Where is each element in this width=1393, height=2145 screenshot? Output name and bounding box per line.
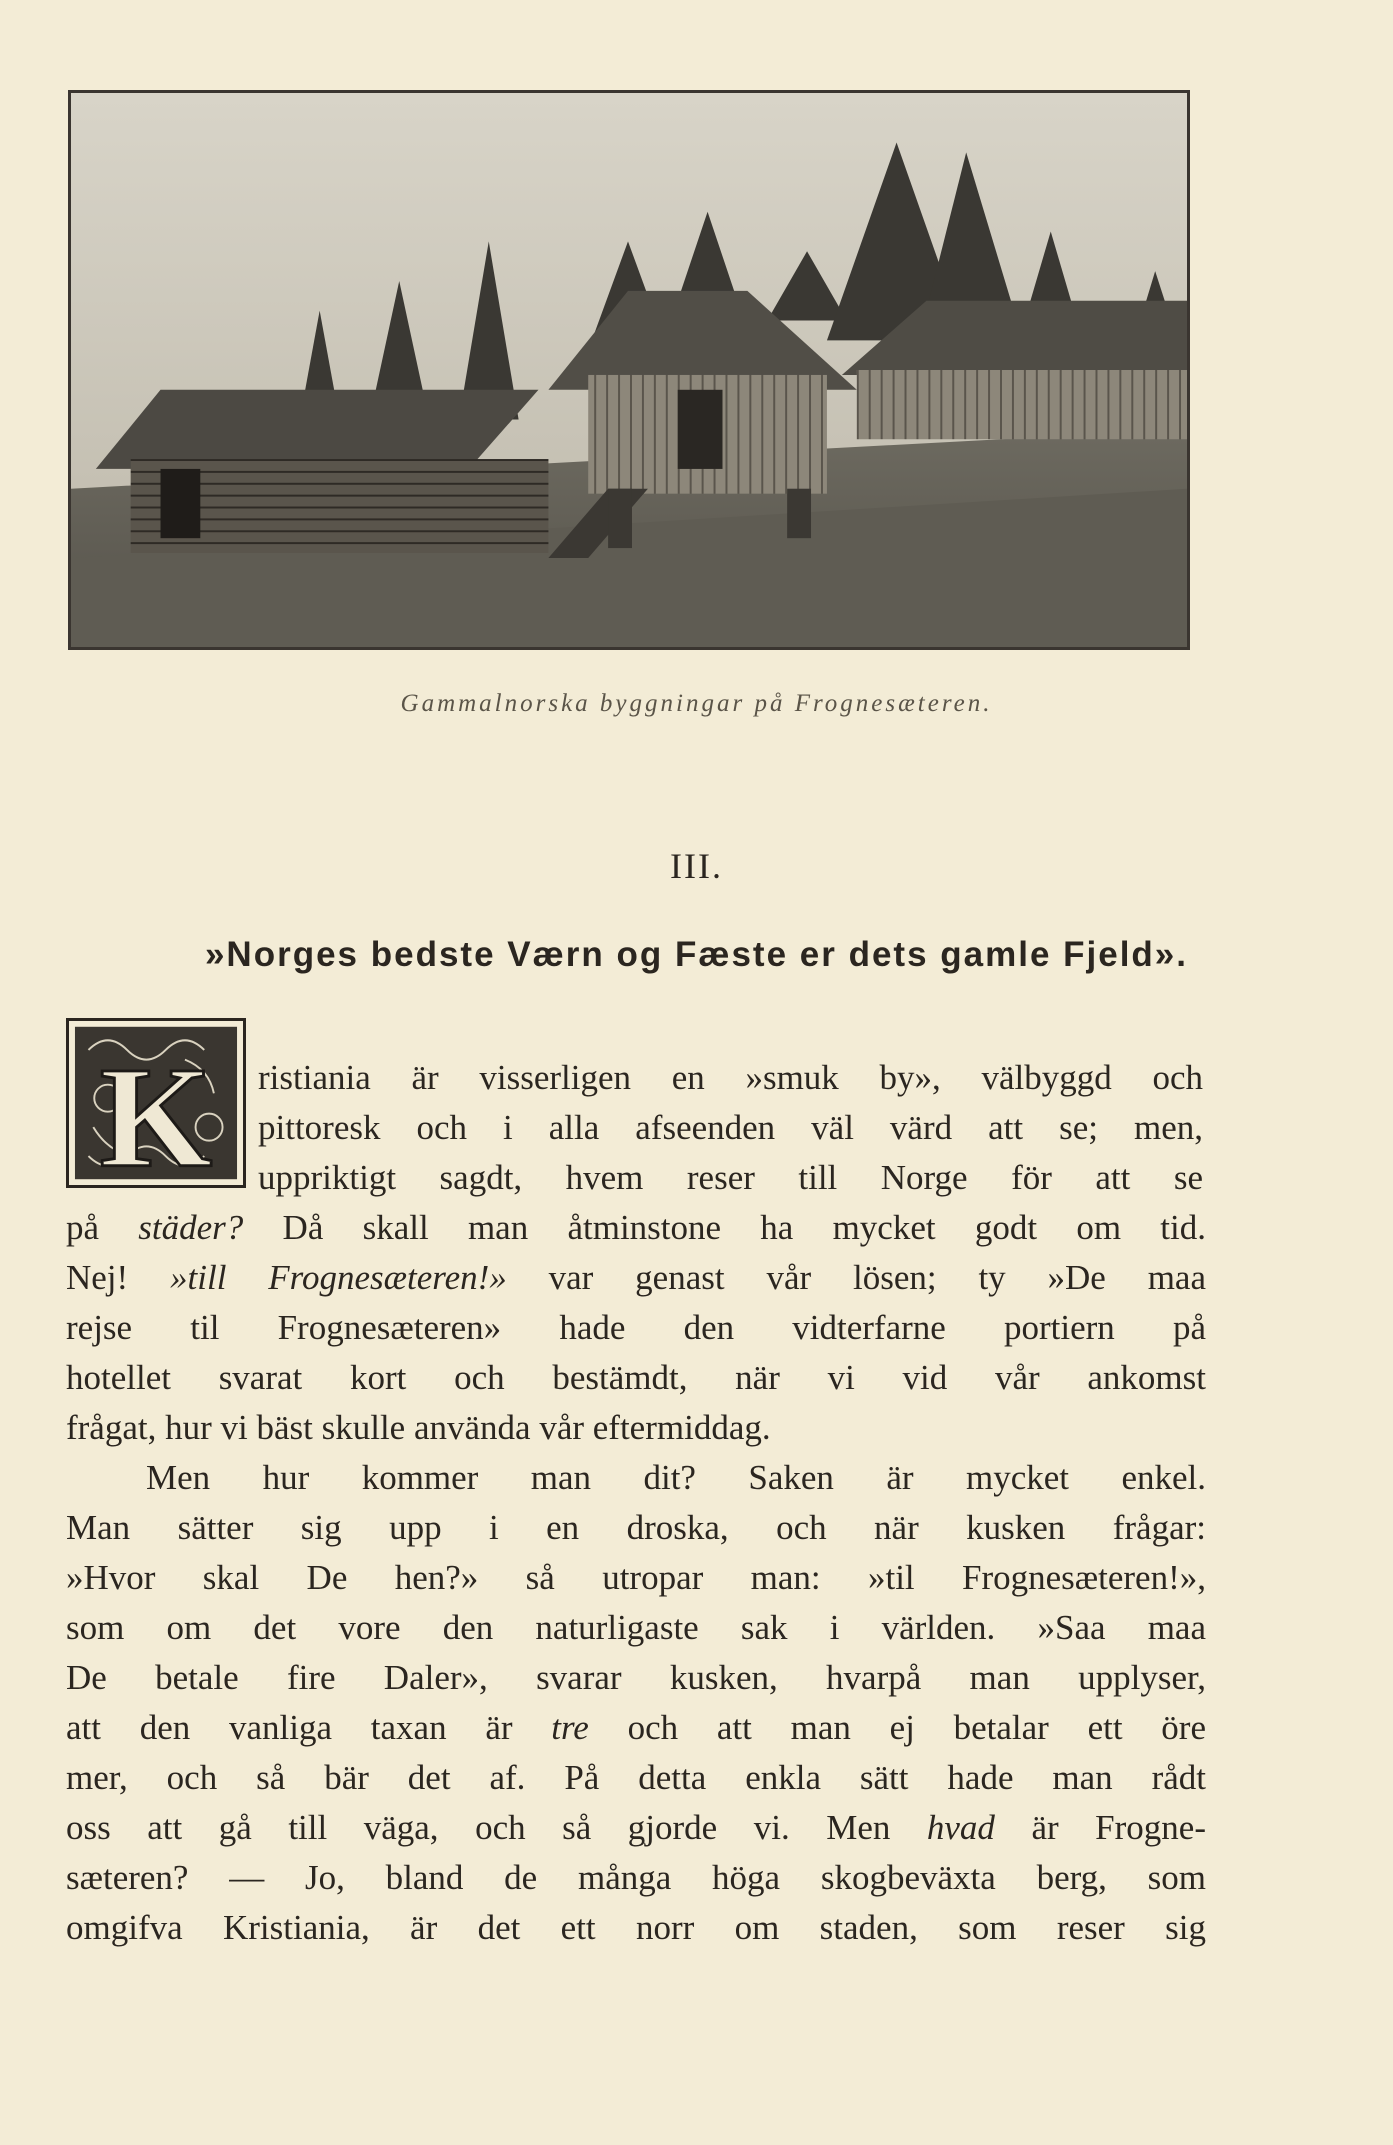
text-line-2: pittoresk och i alla afseenden väl värd att se; men, (258, 1108, 1203, 1147)
text-line-8: frågat, hur vi bäst skulle använda vår eftermiddag. (66, 1408, 771, 1447)
text-line-10: Man sätter sig upp i en droska, och när kusken frågar: (66, 1508, 1206, 1547)
decorative-initial-k (66, 1018, 246, 1188)
text-line-11: »Hvor skal De hen?» så utropar man: »til Frognesæteren!», (66, 1558, 1206, 1597)
text-line-7: hotellet svarat kort och bestämdt, när vi vid vår ankomst (66, 1358, 1206, 1397)
text-line-15: mer, och så bär det af. På detta enkla sätt hade man rådt (66, 1758, 1206, 1797)
text-line-4: på städer? Då skall man åtminstone ha mycket godt om tid. (66, 1208, 1206, 1247)
photograph-old-norwegian-buildings (68, 90, 1190, 650)
text-line-12: som om det vore den naturligaste sak i världen. »Saa maa (66, 1608, 1206, 1647)
chapter-number: III. (670, 846, 723, 886)
text-line-9: Men hur kommer man dit? Saken är mycket enkel. (146, 1458, 1206, 1497)
dropcap-letter: K (99, 1037, 213, 1185)
text-line-18: omgifva Kristiania, är det ett norr om staden, som reser sig (66, 1908, 1206, 1947)
text-line-1: ristiania är visserligen en »smuk by», välbyggd och (258, 1058, 1203, 1097)
text-line-5: Nej! »till Frognesæteren!» var genast vår lösen; ty »De maa (66, 1258, 1206, 1297)
emphasis-hvad: hvad (926, 1808, 995, 1847)
emphasis-tre: tre (551, 1708, 589, 1747)
photo-caption: Gammalnorska byggningar på Frognesæteren. (400, 690, 993, 717)
text-line-6: rejse til Frognesæteren» hade den vidterfarne portiern på (66, 1308, 1206, 1347)
text-line-3: uppriktigt sagdt, hvem reser till Norge för att se (258, 1158, 1203, 1197)
text-line-14: att den vanliga taxan är tre och att man ej betalar ett öre (66, 1708, 1206, 1747)
emphasis-stader: städer? (138, 1208, 244, 1247)
text-line-16: oss att gå till väga, och så gjorde vi. Men hvad är Frogne- (66, 1808, 1206, 1847)
chapter-motto: »Norges bedste Værn og Fæste er dets gamle Fjeld». (204, 935, 1189, 974)
emphasis-till-frognesaeteren: »till Frognesæteren!» (170, 1258, 507, 1297)
text-line-13: De betale fire Daler», svarar kusken, hvarpå man upplyser, (66, 1658, 1206, 1697)
text-line-17: sæteren? — Jo, bland de många höga skogbeväxta berg, som (66, 1858, 1206, 1897)
